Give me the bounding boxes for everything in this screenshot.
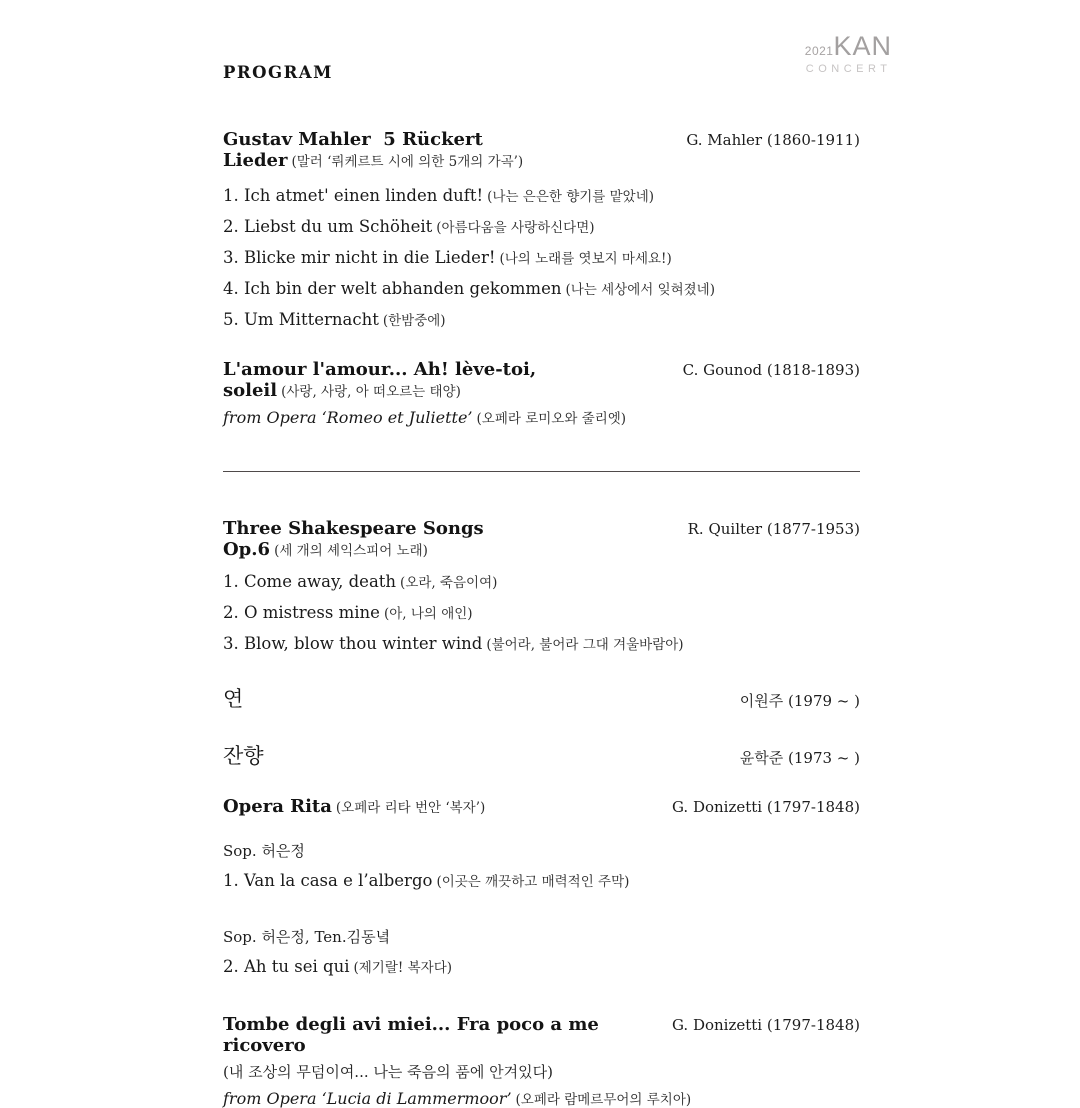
song-item: [223, 598, 860, 629]
opera-source-translation: (오페라 로미오와 줄리엣): [476, 411, 627, 427]
piece-title-korean: 연: [223, 687, 244, 711]
composer-lucia: G. Donizetti (1797-1848): [671, 1016, 860, 1034]
song-translation: (이곳은 깨끗하고 매력적인 주막): [436, 874, 630, 890]
song-translation: (제기랄! 복자다): [353, 960, 452, 976]
composer-rita: G. Donizetti (1797-1848): [671, 798, 860, 816]
lucia-title-translation: (내 조상의 무덤이여... 나는 죽음의 품에 안겨있다): [223, 1063, 553, 1081]
song-title: 2. O mistress mine: [223, 603, 380, 622]
logo-name: KAN: [833, 31, 892, 61]
quilter-song-list: [223, 567, 860, 660]
piece-lucia-title: [223, 1014, 662, 1056]
piece-title-translation: (말러 ‘뤼케르트 시에 의한 5개의 가곡’): [291, 154, 524, 170]
song-item: [223, 952, 860, 983]
song-item: [223, 567, 860, 598]
piece-quilter-title-row: [223, 518, 860, 560]
piece-gounod-title-row: [223, 359, 860, 401]
composer-janhyang: 윤학준 (1973 ~ ): [739, 749, 860, 767]
gounod-opera-source: [223, 407, 860, 427]
song-item: [223, 212, 860, 243]
song-title: 3. Blow, blow thou winter wind: [223, 634, 483, 653]
composer-yeon: 이원주 (1979 ~ ): [739, 692, 860, 710]
composer-quilter: R. Quilter (1877-1953): [687, 520, 860, 538]
song-item: [223, 866, 860, 897]
rita-cast-line-1: Sop. 허은정: [223, 842, 305, 860]
rita-cast-line-2: Sop. 허은정, Ten.김동녘: [223, 928, 391, 946]
song-item: [223, 305, 860, 336]
song-translation: (아름다움을 사랑하신다면): [436, 220, 595, 236]
song-translation: (아, 나의 애인): [383, 606, 473, 622]
song-item: [223, 629, 860, 660]
piece-title-text: L'amour l'amour... Ah! lève-toi, soleil: [223, 359, 543, 401]
song-title: 5. Um Mitternacht: [223, 310, 379, 329]
song-translation: (나의 노래를 엿보지 마세요!): [499, 251, 672, 267]
song-translation: (불어라, 불어라 그대 겨울바람아): [486, 637, 684, 653]
mahler-song-list: [223, 181, 860, 336]
piece-yeon-row: [223, 683, 860, 713]
song-title: 2. Ah tu sei qui: [223, 957, 350, 976]
song-translation: (한밤중에): [382, 313, 446, 329]
section-divider: [223, 471, 860, 472]
piece-title-translation: (사랑, 사랑, 아 떠오르는 태양): [281, 384, 461, 400]
piece-title-text: Tombe degli avi miei... Fra poco a me ricovero: [223, 1014, 606, 1056]
composer-mahler: G. Mahler (1860-1911): [686, 131, 860, 149]
song-translation: (나는 은은한 향기를 맡았네): [487, 189, 655, 205]
piece-gounod-title: [223, 359, 673, 401]
piece-title-translation: (오페라 리타 번안 ‘복자’): [335, 800, 486, 816]
song-title: 1. Ich atmet' einen linden duft!: [223, 186, 484, 205]
piece-title-translation: (세 개의 셰익스피어 노래): [274, 543, 428, 559]
piece-lucia-title-row: [223, 1014, 860, 1056]
page-title: PROGRAM: [223, 63, 333, 82]
piece-title-text: Gustav Mahler 5 Rückert Lieder: [223, 129, 490, 171]
song-translation: (나는 세상에서 잊혀졌네): [565, 282, 715, 298]
song-item: [223, 181, 860, 212]
song-item: [223, 243, 860, 274]
opera-source-text: from Opera ‘Romeo et Juliette’: [223, 408, 473, 427]
composer-gounod: C. Gounod (1818-1893): [682, 361, 860, 379]
song-title: 1. Van la casa e l’albergo: [223, 871, 433, 890]
piece-title-text: Opera Rita: [223, 796, 332, 817]
piece-quilter-title: [223, 518, 678, 560]
piece-title-text: Three Shakespeare Songs Op.6: [223, 518, 497, 560]
piece-title-korean: 잔향: [223, 744, 264, 768]
opera-source-translation: (오페라 람메르무어의 루치아): [515, 1092, 692, 1108]
piece-mahler-title-row: [223, 129, 860, 171]
song-title: 4. Ich bin der welt abhanden gekommen: [223, 279, 562, 298]
lucia-opera-source: [223, 1088, 860, 1108]
song-title: 2. Liebst du um Schöheit: [223, 217, 433, 236]
logo-subtitle: CONCERT: [805, 63, 892, 75]
piece-rita-title: [223, 796, 485, 817]
song-title: 3. Blicke mir nicht in die Lieder!: [223, 248, 496, 267]
piece-rita-title-row: [223, 796, 860, 817]
song-item: [223, 274, 860, 305]
piece-janhyang-row: [223, 740, 860, 770]
song-translation: (오라, 죽음이여): [400, 575, 498, 591]
logo-year: 2021: [804, 44, 834, 58]
program-content: [223, 0, 860, 1108]
opera-source-text: from Opera ‘Lucia di Lammermoor’: [223, 1089, 512, 1108]
piece-mahler-title: [223, 129, 676, 171]
song-title: 1. Come away, death: [223, 572, 397, 591]
